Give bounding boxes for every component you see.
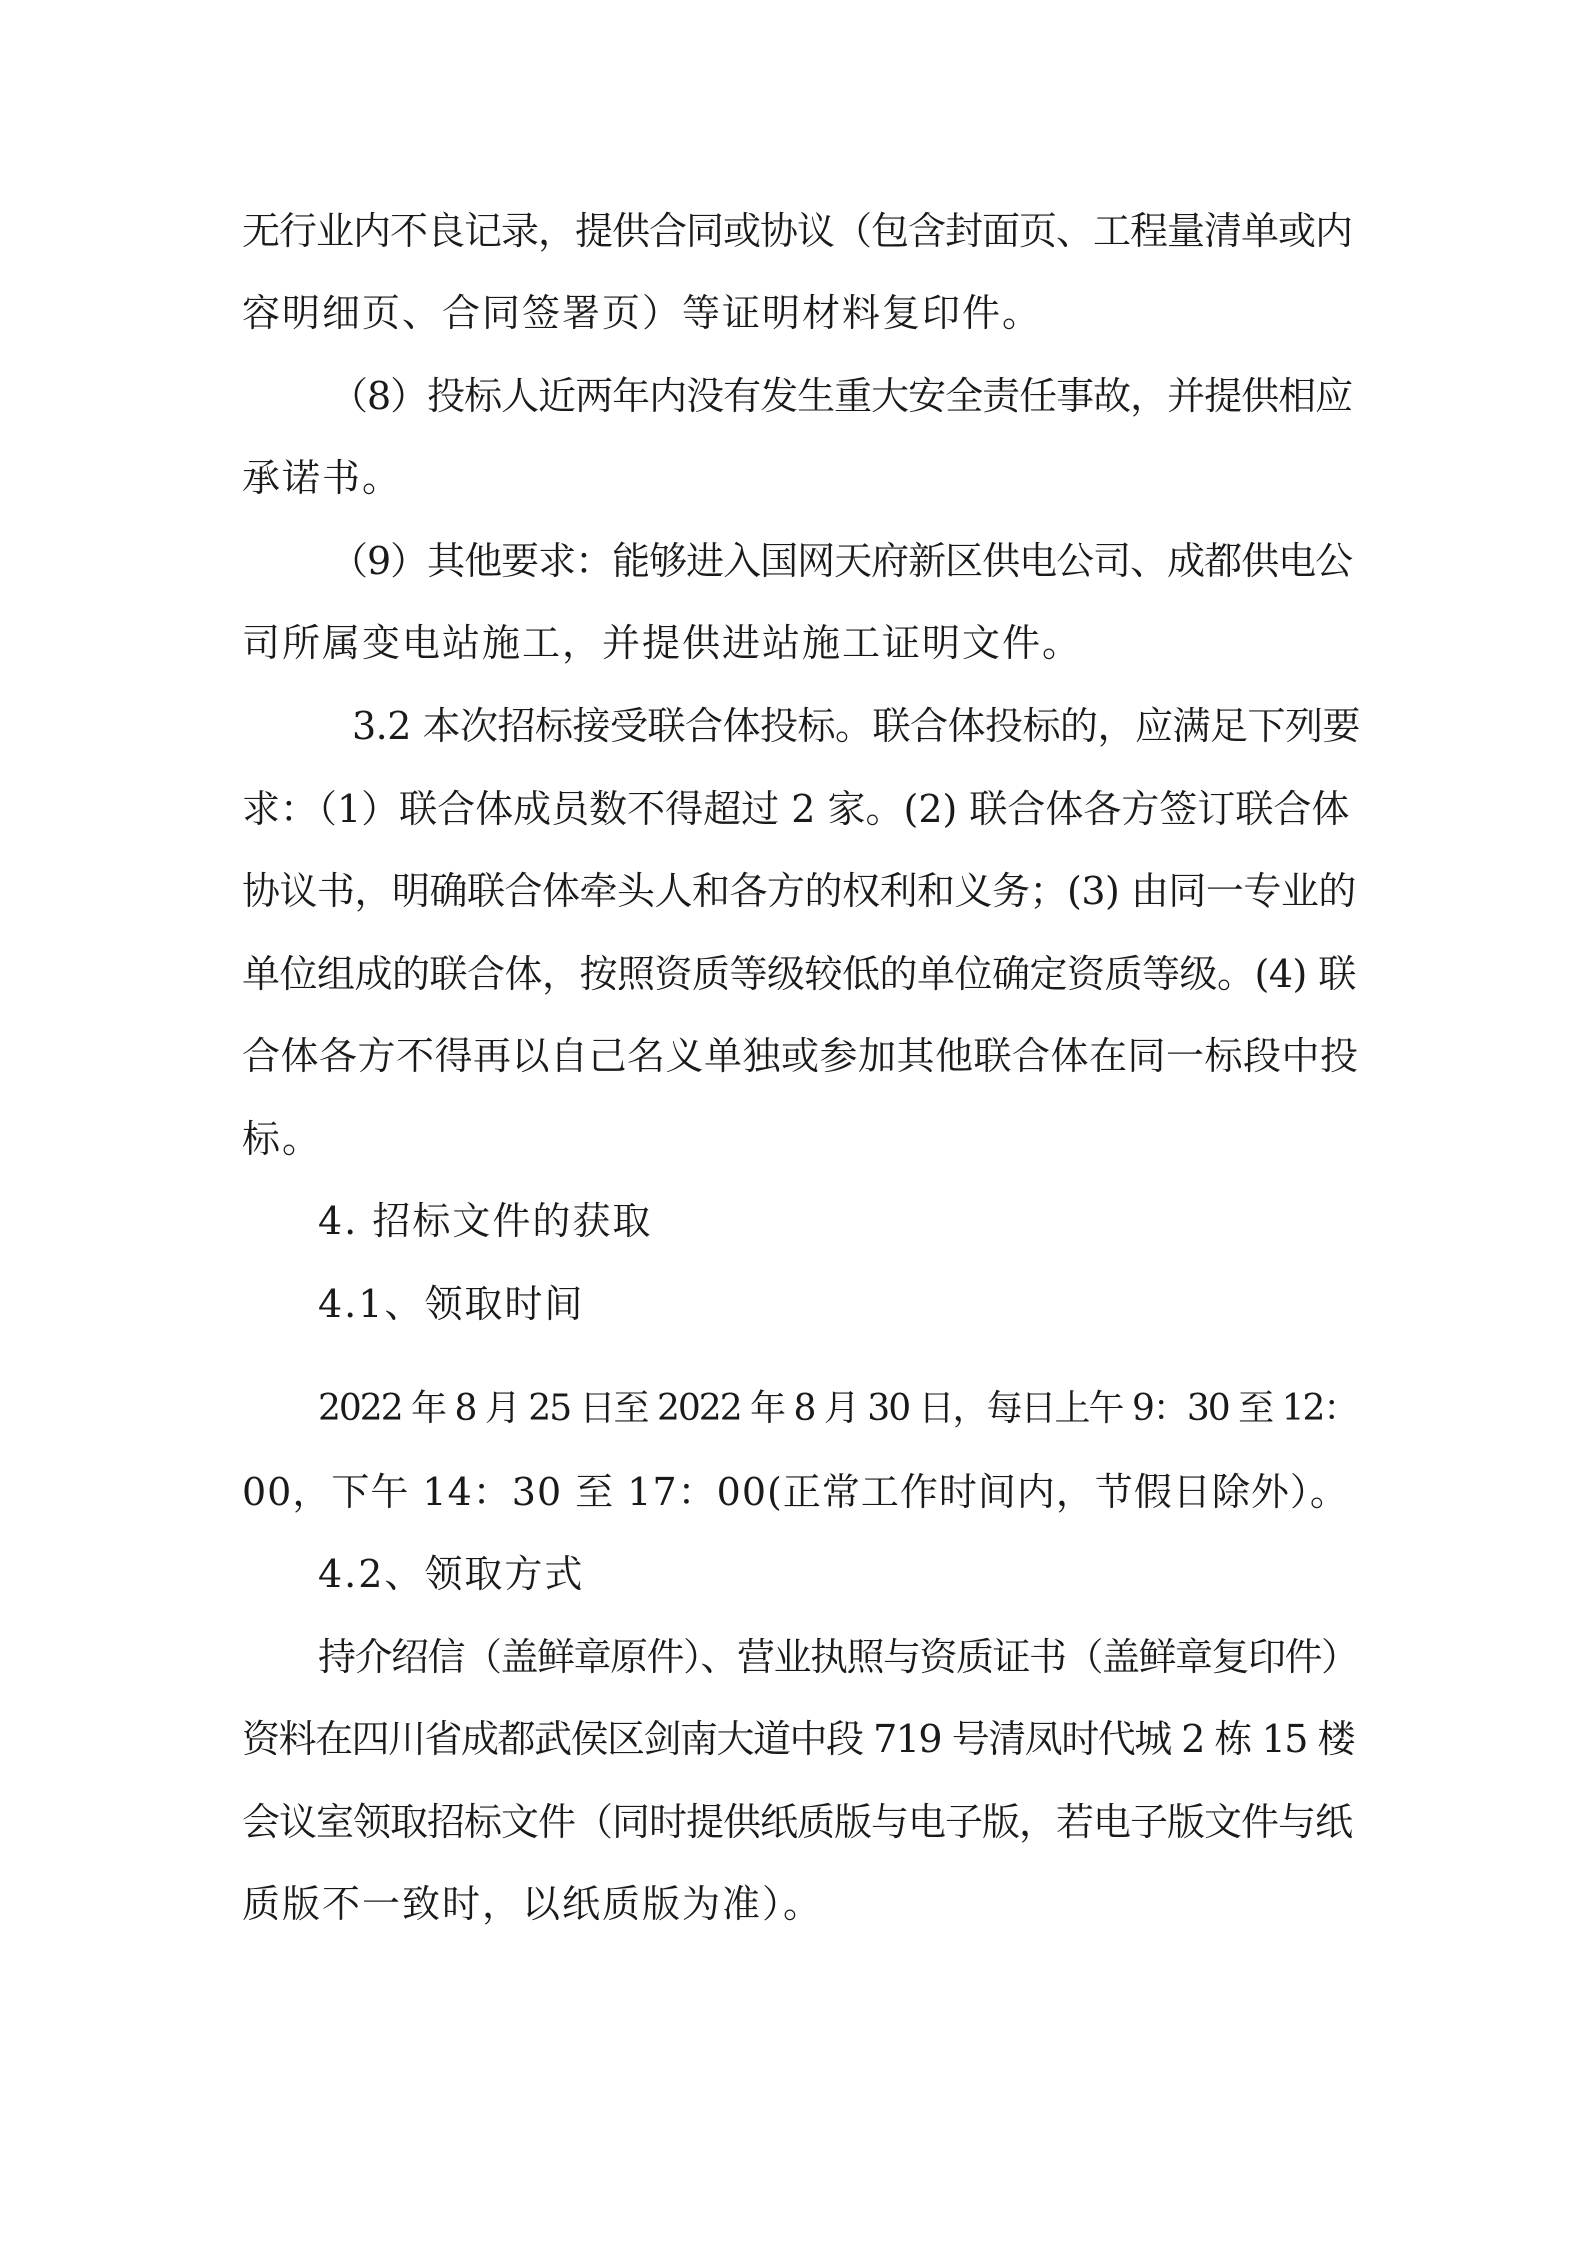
text-line: 合体各方不得再以自己名义单独或参加其他联合体在同一标段中投 [242,1034,1359,1078]
section-heading: 4.2、领取方式 [318,1552,585,1596]
text-line: 协议书，明确联合体牵头人和各方的权利和义务；(3) 由同一专业的 [242,869,1356,913]
text-line: （8）投标人近两年内没有发生重大安全责任事故，并提供相应 [330,374,1353,418]
text-line: 无行业内不良记录，提供合同或协议（包含封面页、工程量清单或内 [242,209,1353,253]
text-line: 容明细页、合同签署页）等证明材料复印件。 [242,291,1043,335]
text-line: （9）其他要求：能够进入国网天府新区供电公司、成都供电公 [330,539,1353,583]
text-line: 质版不一致时，以纸质版为准）。 [242,1882,824,1926]
text-line: 标。 [242,1117,323,1161]
text-line: 司所属变电站施工，并提供进站施工证明文件。 [242,621,1083,665]
text-line: 会议室领取招标文件（同时提供纸质版与电子版，若电子版文件与纸 [242,1800,1353,1844]
text-line: 资料在四川省成都武侯区剑南大道中段 719 号清凤时代城 2 栋 15 楼 [242,1717,1355,1761]
text-line: 2022 年 8 月 25 日至 2022 年 8 月 30 日，每日上午 9：30 至 12： [318,1388,1358,1429]
text-line: 单位组成的联合体，按照资质等级较低的单位确定资质等级。(4) 联 [242,952,1356,996]
section-heading: 4. 招标文件的获取 [318,1199,653,1243]
text-line: 求：（1）联合体成员数不得超过 2 家。(2) 联合体各方签订联合体 [242,787,1350,831]
text-line: 3.2 本次招标接受联合体投标。联合体投标的，应满足下列要 [352,704,1361,748]
text-line: 00，下午 14：30 至 17：00(正常工作时间内，节假日除外）。 [242,1470,1349,1514]
text-line: 承诺书。 [242,456,403,500]
text-line: 持介绍信（盖鲜章原件）、营业执照与资质证书（盖鲜章复印件） [318,1635,1358,1679]
section-heading: 4.1、领取时间 [318,1282,585,1326]
